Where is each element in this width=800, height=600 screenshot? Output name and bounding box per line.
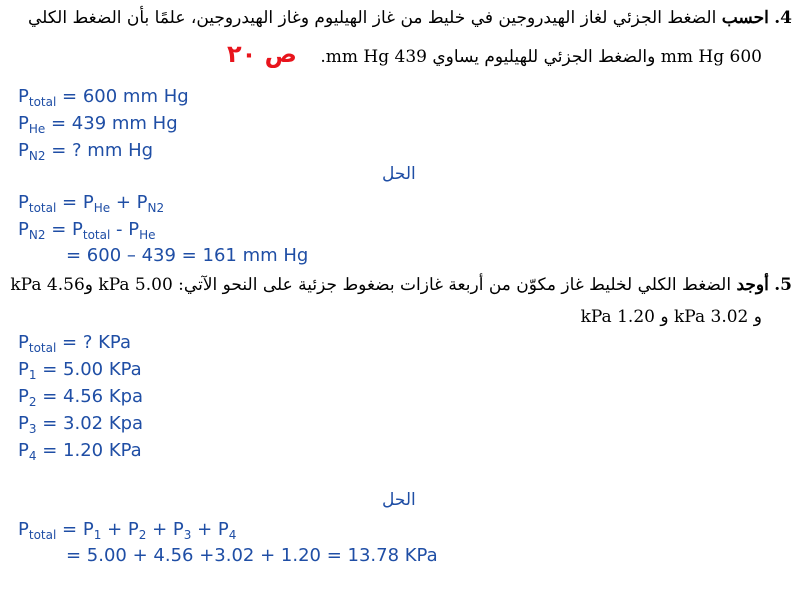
given-p1: $P_1 = 5.00$ KPa xyxy=(18,359,142,382)
question-4-line-1 xyxy=(28,8,792,28)
solution-label: الحل xyxy=(382,490,416,510)
solution-equation-1: $P_{total} = P_1 + P_2 + P_3 + P_4$ xyxy=(18,519,237,542)
question-text: و 3.02 kPa و 1.20 kPa xyxy=(580,307,762,327)
given-p3: $P_3 = 3.02$ Kpa xyxy=(18,413,144,436)
solution-label: الحل xyxy=(382,164,416,184)
given-p-n2: $P_{N2}$ = ? mm Hg xyxy=(18,140,154,163)
question-5-line-1 xyxy=(10,275,792,295)
given-p2: $P_2 = 4.56$ Kpa xyxy=(18,386,144,409)
question-5-line-2 xyxy=(581,307,762,327)
given-p-total: $P_{total}$ = ? KPa xyxy=(18,332,131,355)
question-keyword: احسب xyxy=(721,8,769,28)
given-p-he: $P_{He} = 439$ mm Hg xyxy=(18,113,178,136)
question-number: 5. xyxy=(774,275,792,295)
question-keyword: أوجد xyxy=(736,275,769,295)
question-number: 4. xyxy=(774,8,792,28)
solution-equation-2: $P_{N2} = P_{total} - P_{He}$ xyxy=(18,219,156,242)
solution-equation-1: $P_{total} = P_{He} + P_{N2}$ xyxy=(18,192,165,215)
page-reference: ص ٢٠ xyxy=(227,40,297,68)
question-text: الضغط الكلي لخليط غاز مكوّن من أربعة غازات بضغوط جزئية على النحو الآتي: 5.00 kPa و4.56 kPa xyxy=(10,275,732,295)
question-4-line-2 xyxy=(227,40,762,68)
question-text: 600 mm Hg والضغط الجزئي للهيليوم يساوي 439 mm Hg. xyxy=(320,47,762,67)
question-text: الضغط الجزئي لغاز الهيدروجين في خليط من غاز الهيليوم وغاز الهيدروجين، علمًا بأن الضغط الكلي xyxy=(28,8,717,28)
given-p-total: $P_{total} = 600$ mm Hg xyxy=(18,86,189,109)
given-p4: $P_4 = 1.20$ KPa xyxy=(18,440,142,463)
solution-result: = 5.00 + 4.56 +3.02 + 1.20 = 13.78 KPa xyxy=(66,545,438,566)
solution-result: = 600 – 439 = 161 mm Hg xyxy=(66,245,309,266)
